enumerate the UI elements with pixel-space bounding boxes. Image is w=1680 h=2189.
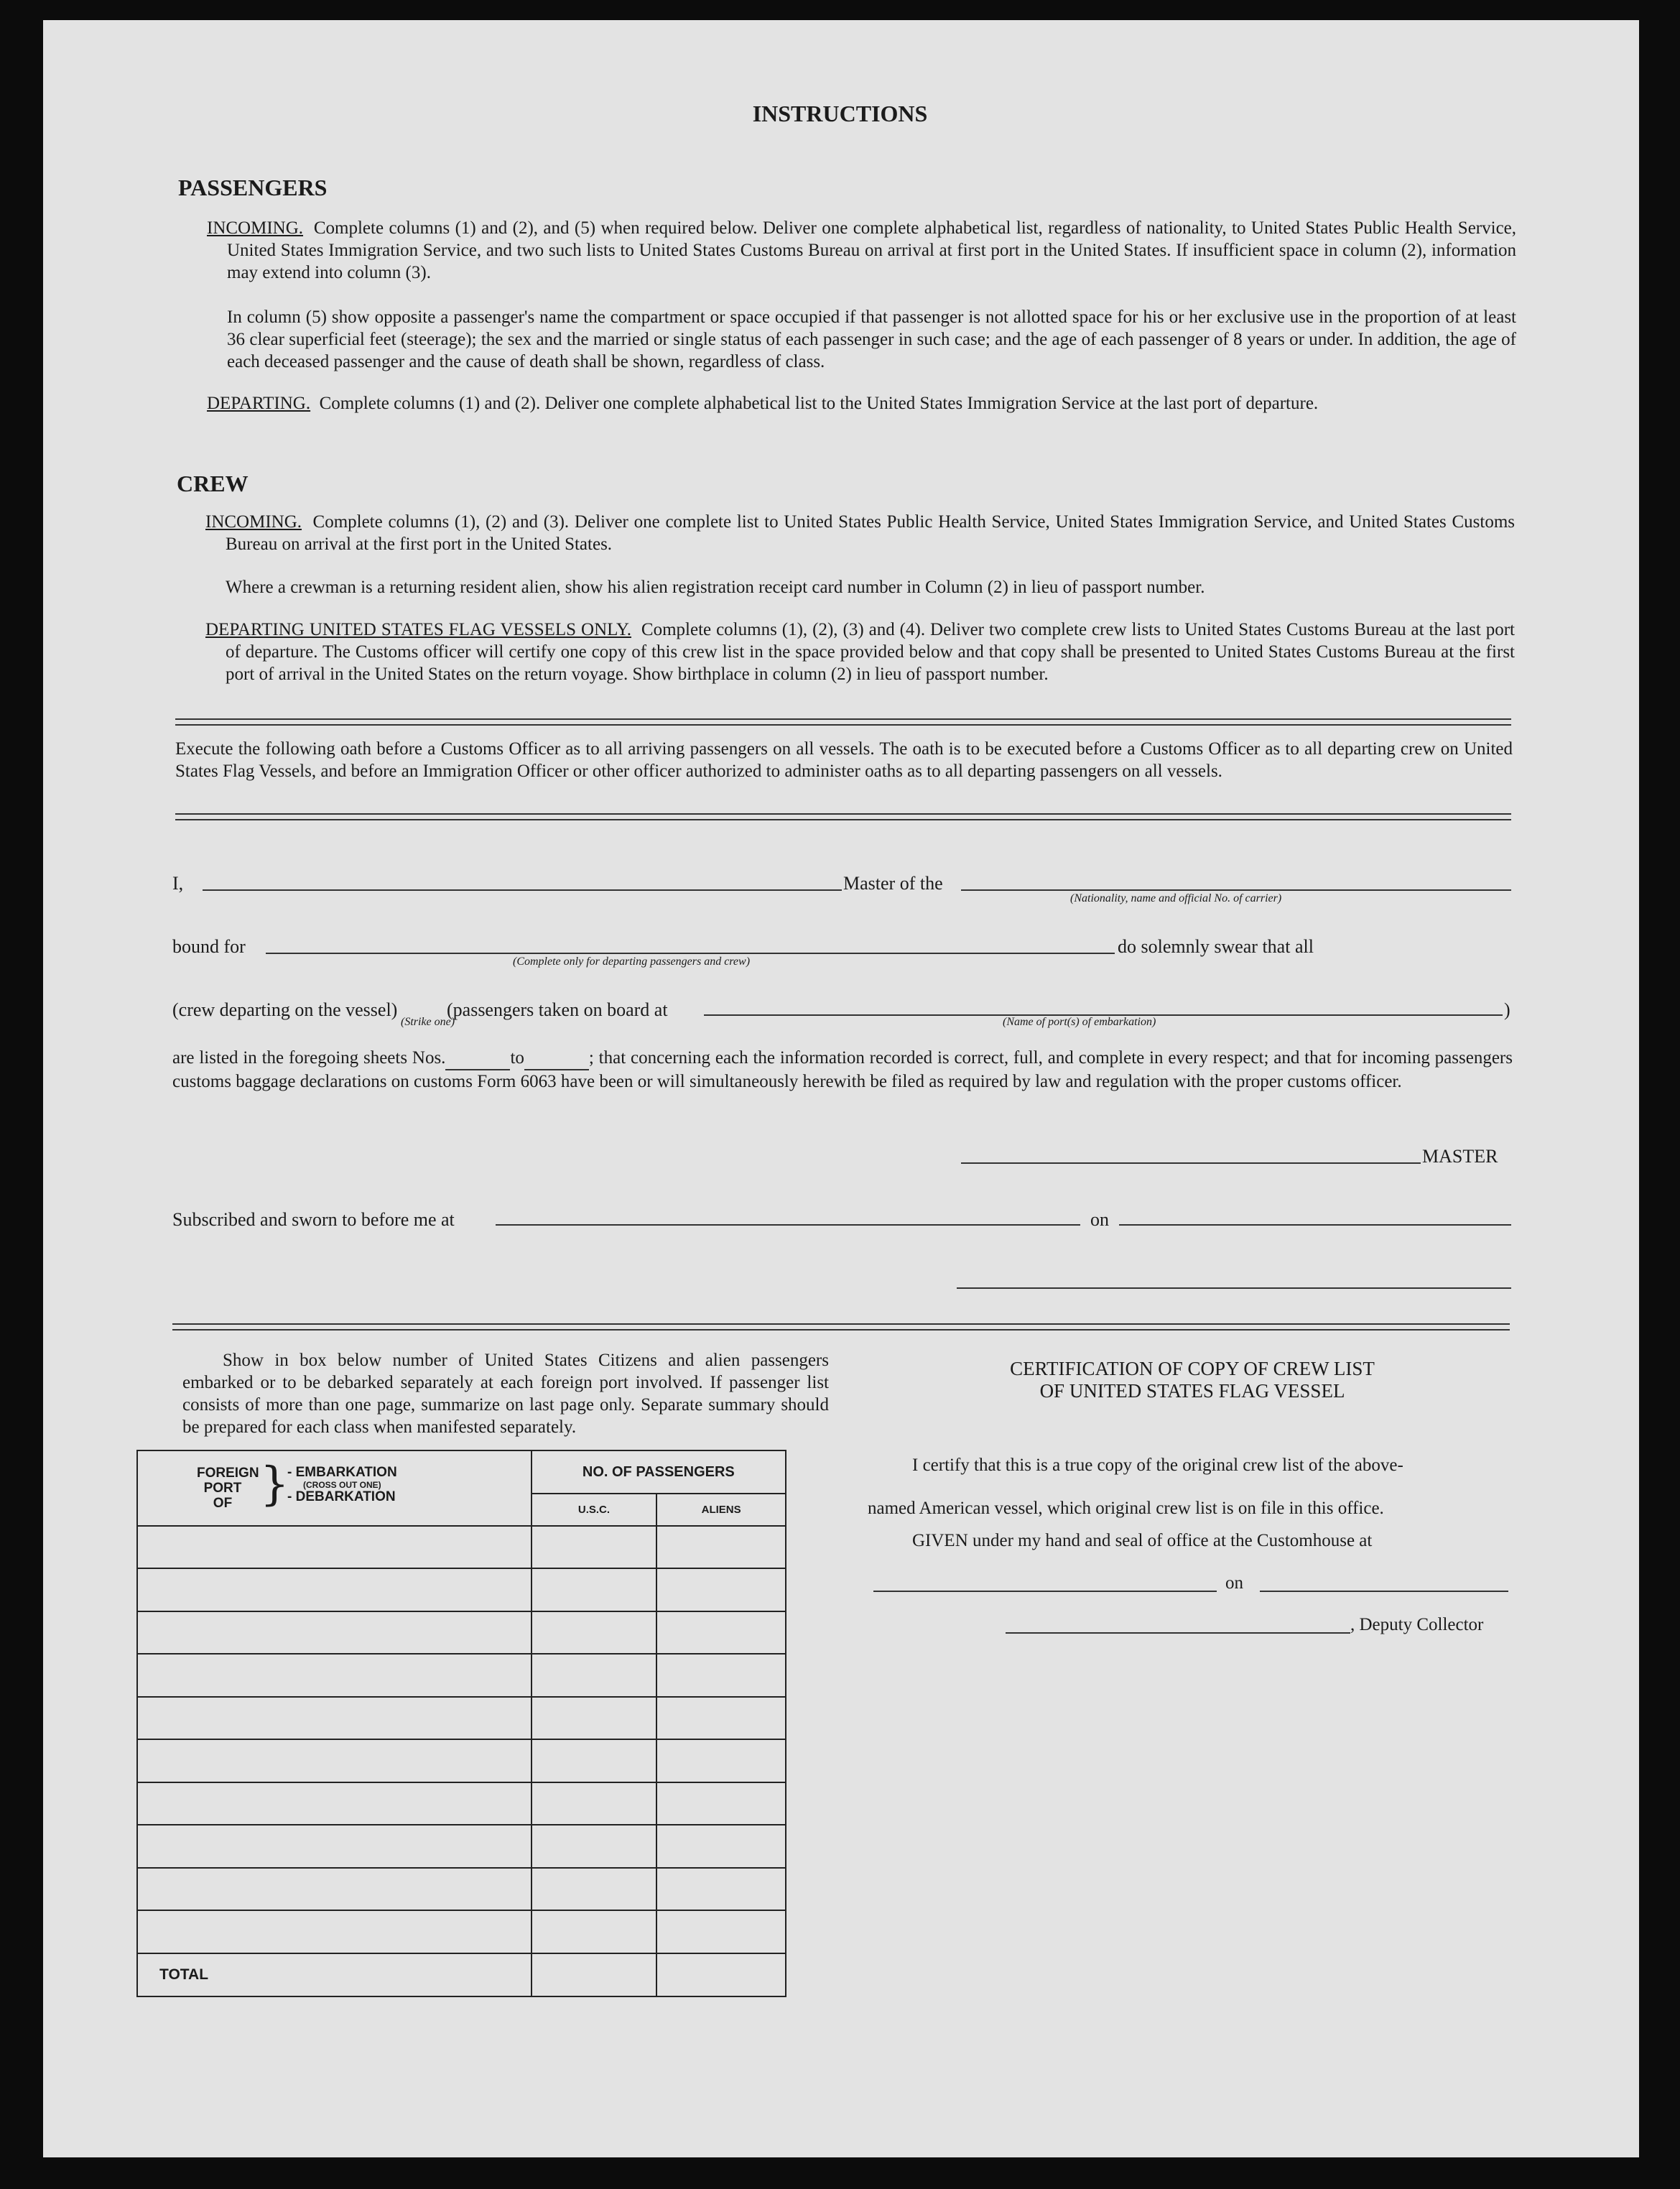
usc-cell[interactable] (532, 1697, 657, 1739)
divider-oath (175, 813, 1511, 820)
foreign-label: FOREIGN (197, 1466, 259, 1481)
name-of-ports-note: (Name of port(s) of embarkation) (1003, 1016, 1156, 1028)
sworn-date-field[interactable] (1119, 1224, 1511, 1226)
close-paren: ) (1504, 999, 1510, 1020)
passengers-departing-text: Complete columns (1) and (2). Deliver one complete alphabetical list to the United States Immigration Service at the last port of departure. (319, 394, 1319, 413)
aliens-cell[interactable] (656, 1526, 786, 1568)
passengers-departing-paragraph (207, 392, 1516, 415)
passengers-incoming-text: Complete columns (1) and (2), and (5) when required below. Deliver one complete alphabetical list, regardless of nationality, to United States Public Health Service, United States Immigration Service, and two such lists to United States Customs Bureau on arrival at first port in the United States. If insufficient space in column (2), information may extend into column (3). (227, 218, 1517, 282)
carrier-field[interactable] (961, 889, 1511, 891)
certification-on-label: on (1225, 1573, 1243, 1593)
crew-incoming-label: INCOMING. (205, 512, 302, 532)
usc-cell[interactable] (532, 1825, 657, 1867)
aliens-total-cell[interactable] (656, 1953, 786, 1997)
aliens-header: ALIENS (656, 1494, 786, 1525)
usc-header: U.S.C. (532, 1494, 657, 1525)
officer-signature-field[interactable] (957, 1287, 1511, 1289)
divider-top (175, 718, 1511, 726)
certify-line1: I certify that this is a true copy of the original crew list of the above- (912, 1456, 1403, 1475)
master-of-the-label: Master of the (843, 873, 943, 894)
bound-for-label: bound for (172, 936, 246, 957)
usc-cell[interactable] (532, 1526, 657, 1568)
crew-resident-paragraph: Where a crewman is a returning resident alien, show his alien registration receipt card number in Column (2) in lieu of passport number. (226, 578, 1205, 597)
aliens-cell[interactable] (656, 1868, 786, 1910)
certification-title-line2: OF UNITED STATES FLAG VESSEL (1039, 1380, 1345, 1402)
port-cell[interactable] (137, 1526, 532, 1568)
usc-cell[interactable] (532, 1739, 657, 1782)
certify-line2: named American vessel, which original crew list is on file in this office. (868, 1499, 1384, 1518)
crew-incoming-paragraph (205, 511, 1516, 555)
aliens-cell[interactable] (656, 1739, 786, 1782)
aliens-cell[interactable] (656, 1910, 786, 1953)
crew-departing-text: Complete columns (1), (2), (3) and (4). Deliver two complete crew lists to United States Customs Bureau at the last port of departure. The Customs officer will certify one copy of this crew list in the space provided below and that copy shall be presented to United States Customs Bureau at the first port of arrival in the United States on the return voyage. Show birthplace in column (2) in lieu of passport number. (226, 620, 1515, 684)
deputy-signature-field[interactable] (1006, 1632, 1350, 1634)
port-header-cell (137, 1450, 532, 1526)
crew-departing-label: DEPARTING UNITED STATES FLAG VESSELS ONLY. (205, 620, 631, 639)
aliens-cell[interactable] (656, 1825, 786, 1867)
master-name-field[interactable] (203, 889, 842, 891)
usc-cell[interactable] (532, 1782, 657, 1825)
passengers-heading: PASSENGERS (178, 175, 328, 200)
usc-cell[interactable] (532, 1910, 657, 1953)
aliens-cell[interactable] (656, 1782, 786, 1825)
passengers-incoming-label: INCOMING. (207, 218, 304, 238)
page-title: INSTRUCTIONS (752, 101, 928, 126)
aliens-cell[interactable] (656, 1611, 786, 1654)
sworn-on-label: on (1090, 1209, 1109, 1230)
port-label: PORT (203, 1481, 242, 1496)
certification-title-line1: CERTIFICATION OF COPY OF CREW LIST (1010, 1358, 1375, 1379)
total-label: TOTAL (137, 1953, 532, 1997)
certification-date-field[interactable] (1260, 1591, 1508, 1592)
customhouse-field[interactable] (873, 1591, 1217, 1592)
port-cell[interactable] (137, 1868, 532, 1910)
strike-one-note: (Strike one) (401, 1016, 455, 1028)
bound-for-field[interactable] (266, 953, 1115, 954)
aliens-cell[interactable] (656, 1568, 786, 1611)
certification-title (876, 1358, 1508, 1402)
listed-text-a: are listed in the foregoing sheets Nos. (172, 1048, 446, 1068)
oath-instruction: Execute the following oath before a Customs Officer as to all arriving passengers on all vessels. The oath is to be executed before a Customs Officer as to all departing crew on United States Flag Vessels, and before an Immigration Officer or other officer authorized to administer oaths as to all departing passengers on all vessels. (175, 739, 1513, 781)
master-label: MASTER (1422, 1146, 1498, 1167)
passengers-taken-option[interactable]: (passengers taken on board at (447, 999, 668, 1020)
solemnly-swear-label: do solemnly swear that all (1118, 936, 1314, 957)
passengers-column5-paragraph: In column (5) show opposite a passenger's name the compartment or space occupied if that passenger is not allotted space for his or her exclusive use in the proportion of at least 36 clear superficial feet (steerage); the sex and the married or single status of each passenger in such case; and the age of each passenger of 8 years or under. In addition, the age of each deceased passenger and the cause of death shall be shown, regardless of class. (227, 307, 1516, 371)
cross-out-note: (CROSS OUT ONE) (303, 1480, 381, 1490)
embarkation-label: - EMBARKATION (287, 1465, 397, 1480)
port-cell[interactable] (137, 1568, 532, 1611)
certification-body (868, 1444, 1511, 1552)
oath-i-label: I, (172, 873, 184, 894)
given-line: GIVEN under my hand and seal of office at the Customhouse at (912, 1531, 1373, 1550)
sworn-place-field[interactable] (496, 1224, 1080, 1226)
sheet-from-field[interactable] (445, 1047, 510, 1070)
sheet-to-field[interactable] (524, 1047, 589, 1070)
usc-total-cell[interactable] (532, 1953, 657, 1997)
listed-to: to (510, 1048, 524, 1068)
listed-paragraph (172, 1047, 1513, 1093)
no-of-passengers-header: NO. OF PASSENGERS (532, 1450, 786, 1494)
passengers-incoming-paragraph (207, 217, 1517, 284)
port-cell[interactable] (137, 1697, 532, 1739)
subscribed-label: Subscribed and sworn to before me at (172, 1209, 455, 1230)
summary-instructions: Show in box below number of United States Citizens and alien passengers embarked or to be debarked separately at each foreign port involved. If passenger list consists of more than one page, summarize on last page only. Separate summary should be prepared for each class when manifested separately. (182, 1351, 829, 1437)
passengers-departing-label: DEPARTING. (207, 394, 311, 413)
crew-departing-option[interactable]: (crew departing on the vessel) (172, 999, 398, 1020)
complete-only-note: (Complete only for departing passengers and crew) (513, 955, 751, 968)
crew-incoming-text: Complete columns (1), (2) and (3). Deliver one complete list to United States Public Health Service, United States Immigration Service, and United States Customs Bureau on arrival at the first port in the United States. (226, 512, 1516, 554)
port-cell[interactable] (137, 1825, 532, 1867)
port-cell[interactable] (137, 1910, 532, 1953)
debarkation-label: - DEBARKATION (287, 1489, 396, 1504)
of-label: OF (213, 1496, 233, 1511)
deputy-collector-label: , Deputy Collector (1350, 1615, 1484, 1634)
port-cell[interactable] (137, 1654, 532, 1696)
usc-cell[interactable] (532, 1654, 657, 1696)
port-cell[interactable] (137, 1782, 532, 1825)
port-cell[interactable] (137, 1611, 532, 1654)
master-signature-field[interactable] (961, 1162, 1421, 1164)
nationality-note: (Nationality, name and official No. of carrier) (1070, 892, 1282, 904)
usc-cell[interactable] (532, 1611, 657, 1654)
brace-icon: } (260, 1458, 289, 1511)
passenger-summary-table (136, 1450, 786, 1997)
port-cell[interactable] (137, 1739, 532, 1782)
aliens-cell[interactable] (656, 1697, 786, 1739)
listed-text-b: ; that concerning each the information recorded is correct, full, and complete in every respect; and that for incoming passengers customs baggage declarations on customs Form 6063 have been or will simultaneously herewith be filed as required by law and regulation with the proper customs officer. (172, 1048, 1513, 1091)
crew-departing-paragraph (205, 619, 1515, 685)
usc-cell[interactable] (532, 1568, 657, 1611)
usc-cell[interactable] (532, 1868, 657, 1910)
divider-bottom (172, 1323, 1510, 1330)
crew-heading: CREW (177, 471, 249, 496)
aliens-cell[interactable] (656, 1654, 786, 1696)
